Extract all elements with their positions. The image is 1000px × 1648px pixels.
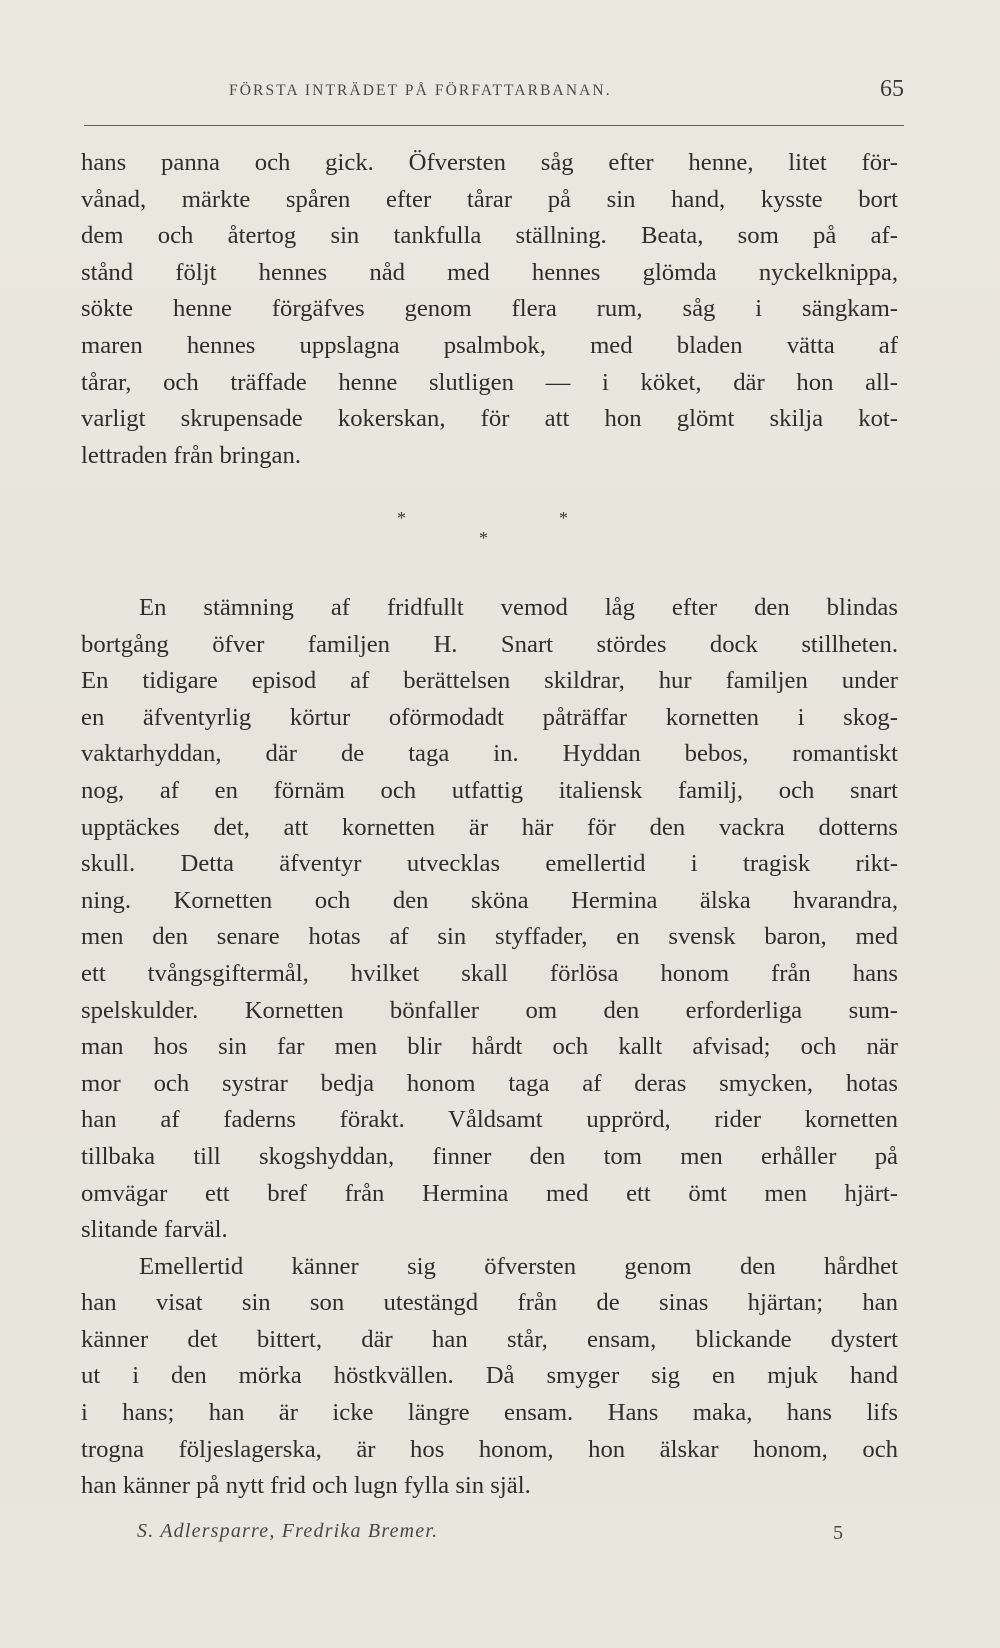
text-line: En tidigare episod af berättelsen skildrar, hur familjen under (81, 667, 898, 695)
text-line: i hans; han är icke längre ensam. Hans maka, hans lifs (81, 1399, 898, 1427)
text-line: ut i den mörka höstkvällen. Då smyger sig en mjuk hand (81, 1362, 898, 1390)
text-line: ning. Kornetten och den sköna Hermina älska hvarandra, (81, 886, 898, 914)
text-line: men den senare hotas af sin styffader, en svensk baron, med (81, 923, 898, 951)
signature-mark: S. Adlersparre, Fredrika Bremer. (137, 1520, 439, 1542)
text-line: skull. Detta äfventyr utvecklas emellertid i tragisk rikt- (81, 850, 898, 878)
text-line: bortgång öfver familjen H. Snart stördes dock stillheten. (81, 630, 898, 658)
text-line: ett tvångsgiftermål, hvilket skall förlösa honom från hans (81, 959, 898, 987)
asterisk-glyph: * (559, 508, 568, 528)
text-line: lettraden från bringan. (81, 441, 302, 469)
text-line: spelskulder. Kornetten bönfaller om den erforderliga sum- (81, 996, 898, 1024)
text-line: vaktarhyddan, där de taga in. Hyddan bebos, romantiskt (81, 740, 898, 768)
text-line: En stämning af fridfullt vemod låg efter den blindas (139, 594, 898, 621)
text-line: stånd följt hennes nåd med hennes glömda nyckelknippa, (81, 258, 898, 286)
text-line: omvägar ett bref från Hermina med ett ömt men hjärt- (81, 1179, 898, 1207)
paragraph (81, 145, 898, 474)
asterisk-glyph: * (397, 508, 406, 528)
text-line: han visat sin son utestängd från de sinas hjärtan; han (81, 1289, 898, 1317)
text-line: man hos sin far men blir hårdt och kallt afvisad; och när (81, 1033, 898, 1061)
text-line: Emellertid känner sig öfversten genom den hårdhet (139, 1252, 898, 1280)
text-line: varligt skrupensade kokerskan, för att hon glömt skilja kot- (81, 405, 898, 433)
text-line: vånad, märkte spåren efter tårar på sin hand, kysste bort (81, 185, 898, 213)
text-line: trogna följeslagerska, är hos honom, hon älskar honom, och (81, 1435, 898, 1463)
text-line: känner det bittert, där han står, ensam, blickande dystert (81, 1325, 898, 1353)
text-line: sökte henne förgäfves genom flera rum, såg i sängkam- (81, 295, 898, 323)
body-text-first (81, 145, 898, 474)
text-line: han af faderns förakt. Våldsamt upprörd, rider kornetten (81, 1106, 898, 1134)
text-line: nog, af en förnäm och utfattig italiensk familj, och snart (81, 776, 898, 804)
text-line: mor och systrar bedja honom taga af deras smycken, hotas (81, 1069, 898, 1097)
text-line: hans panna och gick. Öfversten såg efter henne, litet för- (81, 149, 898, 176)
text-line: maren hennes uppslagna psalmbok, med bladen vätta af (81, 331, 898, 359)
text-line: tillbaka till skogshyddan, finner den tom men erhåller på (81, 1142, 898, 1170)
section-break-asterism (395, 508, 575, 554)
running-head (84, 76, 904, 112)
asterisk-glyph: * (479, 528, 488, 548)
paragraph (81, 590, 898, 1249)
paragraph (81, 1249, 898, 1505)
body-text-second (81, 590, 898, 1505)
text-line: upptäckes det, att kornetten är här för den vackra dotterns (81, 813, 898, 841)
sheet-number: 5 (833, 1522, 843, 1544)
text-line: dem och återtog sin tankfulla ställning. Beata, som på af- (81, 222, 898, 250)
text-line: tårar, och träffade henne slutligen — i köket, där hon all- (81, 368, 898, 396)
page-number: 65 (880, 76, 904, 102)
page-footer (137, 1520, 843, 1550)
running-title: FÖRSTA INTRÄDET PÅ FÖRFATTARBANAN. (229, 82, 612, 99)
text-line: han känner på nytt frid och lugn fylla sin själ. (81, 1472, 531, 1500)
header-rule (84, 125, 904, 126)
text-line: slitande farväl. (81, 1216, 228, 1244)
text-line: en äfventyrlig körtur oförmodadt påträffar kornetten i skog- (81, 703, 898, 731)
